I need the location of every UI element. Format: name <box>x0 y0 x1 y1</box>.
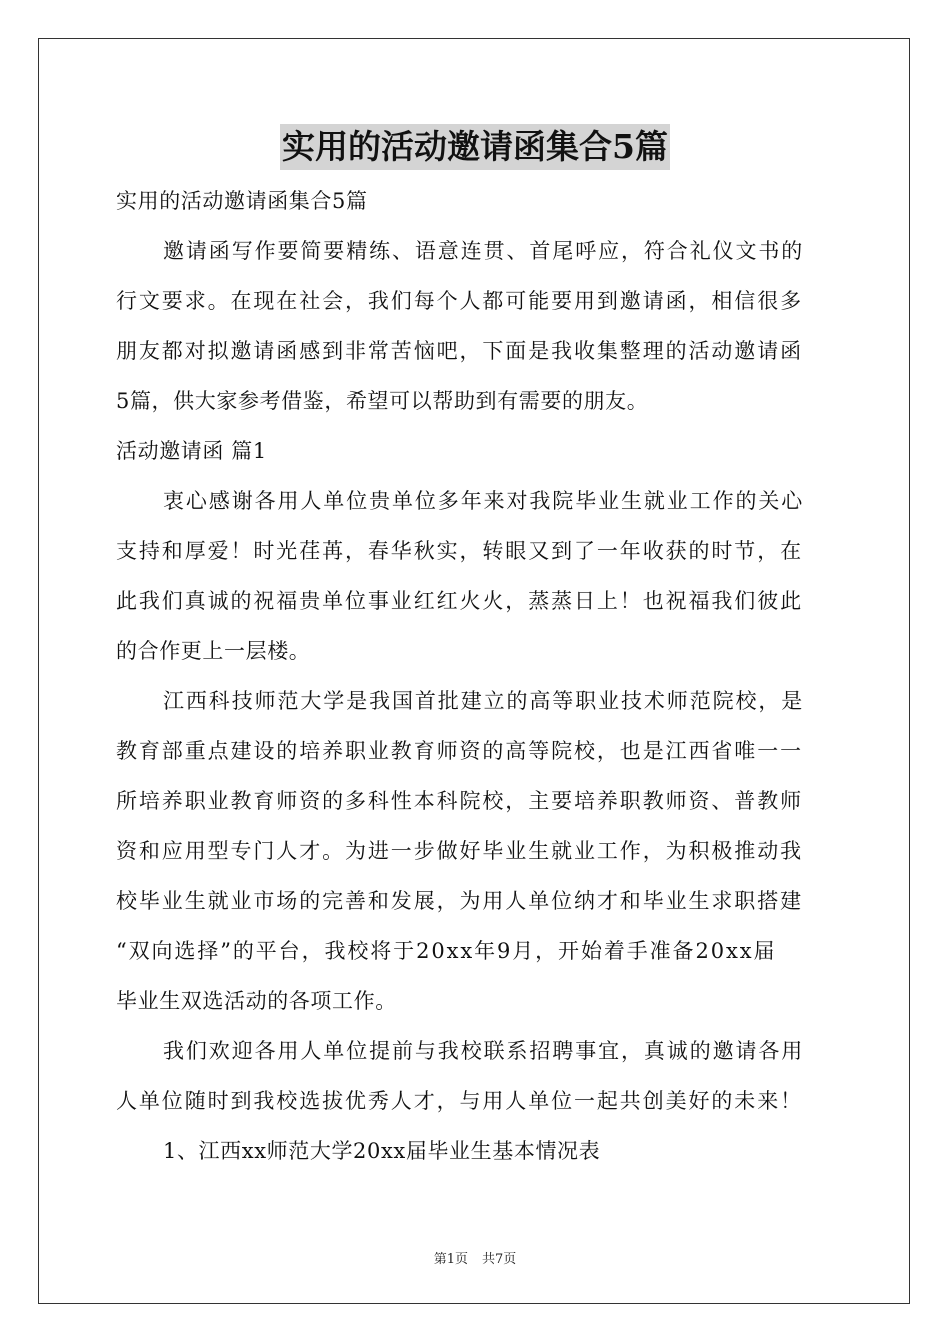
paragraph-line: 毕业生双选活动的各项工作。 <box>116 989 397 1013</box>
paragraph-line: 邀请函写作要简要精练、语意连贯、首尾呼应，符合礼仪文书的 <box>163 239 805 263</box>
page-total: 共7页 <box>482 1252 517 1267</box>
page-footer <box>0 1248 950 1267</box>
paragraph-line: 支持和厚爱！时光荏苒，春华秋实，转眼又到了一年收获的时节，在 <box>116 539 803 563</box>
paragraph-line: 此我们真诚的祝福贵单位事业红红火火，蒸蒸日上！也祝福我们彼此 <box>116 589 803 613</box>
paragraph-line: 教育部重点建设的培养职业教育师资的高等院校，也是江西省唯一一 <box>116 739 803 763</box>
paragraph-line: 人单位随时到我校选拔优秀人才，与用人单位一起共创美好的未来！ <box>116 1089 803 1113</box>
paragraph-line: 资和应用型专门人才。为进一步做好毕业生就业工作，为积极推动我 <box>116 839 803 863</box>
page-number: 第1页 <box>433 1252 468 1267</box>
paragraph-line: 朋友都对拟邀请函感到非常苦恼吧，下面是我收集整理的活动邀请函 <box>116 339 803 363</box>
document-title: 实用的活动邀请函集合5篇 <box>280 124 670 170</box>
paragraph-line: 我们欢迎各用人单位提前与我校联系招聘事宜，真诚的邀请各用 <box>163 1039 805 1063</box>
paragraph-line: “双向选择”的平台，我校将于20xx年9月，开始着手准备20xx届 <box>116 939 777 963</box>
paragraph-line: 5篇，供大家参考借鉴，希望可以帮助到有需要的朋友。 <box>116 389 649 413</box>
list-item: 1、江西xx师范大学20xx届毕业生基本情况表 <box>163 1139 601 1163</box>
paragraph-line: 所培养职业教育师资的多科性本科院校，主要培养职教师资、普教师 <box>116 789 803 813</box>
paragraph-line: 校毕业生就业市场的完善和发展，为用人单位纳才和毕业生求职搭建 <box>116 889 803 913</box>
section-heading: 活动邀请函 篇1 <box>116 439 267 463</box>
paragraph-line: 的合作更上一层楼。 <box>116 639 311 663</box>
paragraph-line: 衷心感谢各用人单位贵单位多年来对我院毕业生就业工作的关心 <box>163 489 805 513</box>
paragraph-line: 行文要求。在现在社会，我们每个人都可能要用到邀请函，相信很多 <box>116 289 803 313</box>
document-body <box>116 176 832 1176</box>
paragraph-line: 江西科技师范大学是我国首批建立的高等职业技术师范院校，是 <box>163 689 805 713</box>
subtitle-line: 实用的活动邀请函集合5篇 <box>116 189 368 213</box>
title-wrapper <box>0 124 950 170</box>
